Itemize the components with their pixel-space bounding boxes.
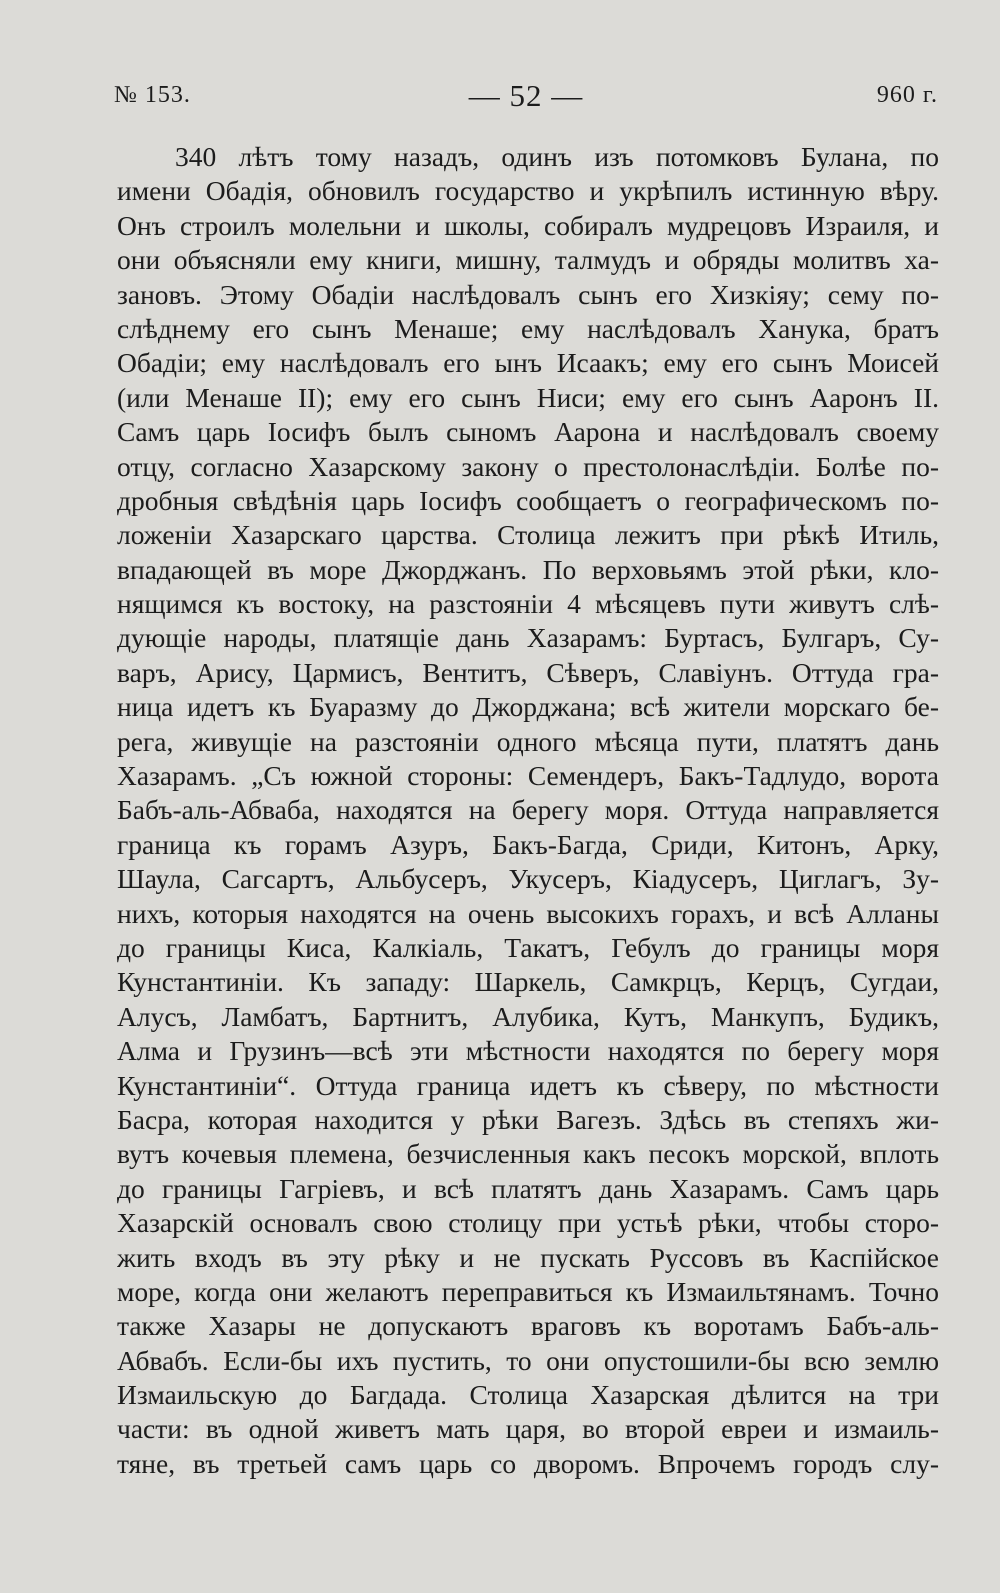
text-line: отцу, согласно Хазарскому закону о престолонаслѣдіи. Болѣе по-: [117, 450, 939, 482]
text-line: нихъ, которыя находятся на очень высокихъ горахъ, и всѣ Алланы: [117, 897, 939, 929]
text-line: тяне, въ третьей самъ царь со дворомъ. Впрочемъ городъ слу-: [117, 1447, 939, 1479]
text-line: Измаильскую до Багдада. Столица Хазарская дѣлится на три: [117, 1379, 939, 1411]
text-line: ложеніи Хазарскаго царства. Столица лежитъ при рѣкѣ Итиль,: [117, 519, 939, 551]
page-number: — 52 —: [468, 78, 584, 113]
document-number: № 153.: [114, 82, 191, 108]
text-line: до границы Киса, Калкіаль, Такатъ, Гебулъ до границы моря: [117, 931, 939, 963]
text-line: жить входъ въ эту рѣку и не пускать Руссовъ въ Каспійское: [117, 1241, 939, 1273]
text-line: Хазарскій основалъ свою столицу при устьѣ рѣки, чтобы сторо-: [117, 1207, 939, 1239]
text-line: имени Обадія, обновилъ государство и укрѣпилъ истинную вѣру.: [117, 175, 939, 207]
text-line: Обадіи; ему наслѣдовалъ его ынъ Исаакъ; ему его сынъ Моисей: [117, 347, 939, 379]
text-line: вутъ кочевыя племена, безчисленныя какъ песокъ морской, вплоть: [117, 1138, 939, 1170]
text-line: ница идетъ къ Буаразму до Джорджана; всѣ жители морскаго бе-: [117, 691, 939, 723]
text-line: Алма и Грузинъ—всѣ эти мѣстности находятся по берегу моря: [117, 1035, 939, 1067]
text-line: до границы Гагріевъ, и всѣ платятъ дань Хазарамъ. Самъ царь: [117, 1172, 939, 1204]
text-line: слѣднему его сынъ Менаше; ему наслѣдовалъ Ханука, братъ: [117, 312, 939, 344]
text-line: также Хазары не допускаютъ враговъ къ воротамъ Бабъ-аль-: [117, 1310, 939, 1342]
text-line: Кунстантиніи“. Оттуда граница идетъ къ сѣверу, по мѣстности: [117, 1069, 939, 1101]
text-line: рега, живущіе на разстояніи одного мѣсяца пути, платятъ дань: [117, 725, 939, 757]
text-line: впадающей въ море Джорджанъ. По верховьямъ этой рѣки, кло-: [117, 553, 939, 585]
text-line: (или Менаше II); ему его сынъ Ниси; ему его сынъ Ааронъ II.: [117, 381, 939, 413]
text-line: море, когда они желаютъ переправиться къ Измаильтянамъ. Точно: [117, 1275, 939, 1307]
text-line: части: въ одной живетъ мать царя, во второй евреи и измаиль-: [117, 1413, 939, 1445]
text-line: Шаула, Сагсартъ, Альбусеръ, Укусеръ, Кіадусеръ, Циглагъ, Зу-: [117, 863, 939, 895]
text-line: Басра, которая находится у рѣки Вагезъ. Здѣсь въ степяхъ жи-: [117, 1103, 939, 1135]
body-text: [117, 140, 939, 1481]
text-line: дующіе народы, платящіе дань Хазарамъ: Буртасъ, Булгаръ, Су-: [117, 622, 939, 654]
text-line: Хазарамъ. „Съ южной стороны: Семендеръ, Бакъ-Тадлудо, ворота: [117, 760, 939, 792]
page-header: [114, 78, 938, 118]
text-line: зановъ. Этому Обадіи наслѣдовалъ сынъ его Хизкіяу; сему по-: [117, 278, 939, 310]
text-line: Абвабъ. Если-бы ихъ пустить, то они опустошили-бы всю землю: [117, 1344, 939, 1376]
text-line: граница къ горамъ Азуръ, Бакъ-Багда, Сриди, Китонъ, Арку,: [117, 828, 939, 860]
text-line: дробныя свѣдѣнія царь Іосифъ сообщаетъ о географическомъ по-: [117, 484, 939, 516]
text-line: Бабъ-аль-Абваба, находятся на берегу моря. Оттуда направляется: [117, 794, 939, 826]
text-line: Онъ строилъ молельни и школы, собиралъ мудрецовъ Израиля, и: [117, 209, 939, 241]
text-line: Алусъ, Ламбатъ, Бартнитъ, Алубика, Кутъ, Манкупъ, Будикъ,: [117, 1000, 939, 1032]
text-line: они объясняли ему книги, мишну, талмудъ и обряды молитвъ ха-: [117, 244, 939, 276]
text-line: нящимся къ востоку, на разстояніи 4 мѣсяцевъ пути живутъ слѣ-: [117, 588, 939, 620]
text-line: варъ, Арису, Цармисъ, Вентитъ, Сѣверъ, Славіунъ. Оттуда гра-: [117, 656, 939, 688]
text-line: Кунстантиніи. Къ западу: Шаркель, Самкрцъ, Керцъ, Сугдаи,: [117, 966, 939, 998]
text-line: Самъ царь Іосифъ былъ сыномъ Аарона и наслѣдовалъ своему: [117, 416, 939, 448]
year-label: 960 г.: [876, 82, 938, 108]
text-line: 340 лѣтъ тому назадъ, одинъ изъ потомковъ Булана, по: [175, 141, 939, 172]
